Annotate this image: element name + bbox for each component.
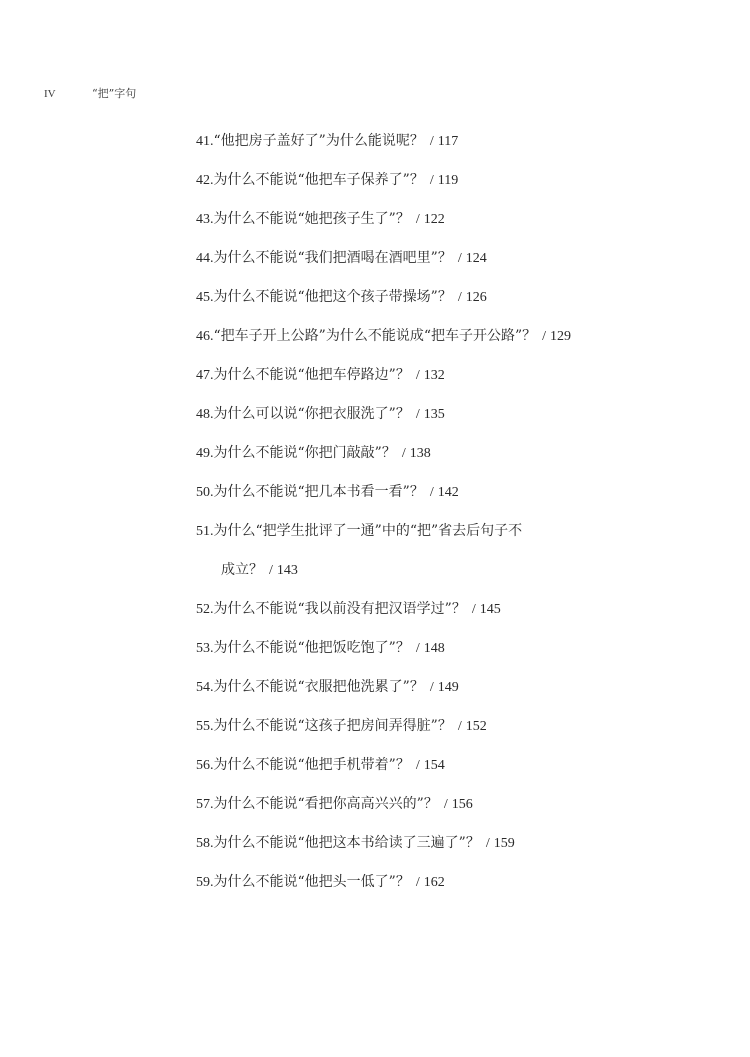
page-number-roman: IV [44,88,56,100]
toc-entry-number: 48. [196,407,214,422]
toc-page-number: 152 [465,719,487,734]
toc-entry[interactable] [196,167,716,206]
toc-page-separator: / [443,797,448,812]
toc-page-separator: / [542,329,547,344]
toc-page-number: 119 [437,173,459,188]
toc-page-separator: / [415,641,420,656]
toc-page-number: 162 [423,875,445,890]
toc-page-separator: / [471,602,476,617]
toc-entry[interactable] [196,830,716,869]
toc-page-separator: / [485,836,490,851]
toc-entry-number: 52. [196,602,214,617]
toc-entry-number: 41. [196,134,214,149]
toc-entry-title: 为什么不能说“你把门敲敲”？ [213,445,396,461]
toc-page-number: 148 [423,641,445,656]
toc-entry-title: 为什么不能说“我以前没有把汉语学过”？ [213,601,466,617]
toc-entry-title: “把车子开上公路”为什么不能说成“把车子开公路”？ [213,328,537,344]
toc-entry[interactable] [196,518,716,557]
toc-entry-title: 为什么不能说“他把这本书给读了三遍了”？ [213,835,480,851]
toc-page-separator: / [415,368,420,383]
toc-page-separator: / [429,134,434,149]
toc-entry-title: 为什么不能说“把几本书看一看”？ [213,484,424,500]
toc-page-number: 145 [479,602,501,617]
toc-page-number: 135 [423,407,445,422]
toc-entry-number: 59. [196,875,214,890]
toc-entry-number: 55. [196,719,214,734]
toc-entry-title: 为什么不能说“我们把酒喝在酒吧里”？ [213,250,452,266]
toc-entry[interactable] [196,362,716,401]
toc-entry-number: 43. [196,212,214,227]
toc-page-number: 142 [437,485,459,500]
toc-entry-title: 为什么“把学生批评了一通”中的“把”省去后句子不 [213,523,523,539]
toc-entry-title-continued: 成立？ [221,562,263,578]
toc-entry-title: 为什么可以说“你把衣服洗了”？ [213,406,410,422]
toc-page-separator: / [415,407,420,422]
toc-entry-title: 为什么不能说“他把车停路边”？ [213,367,410,383]
toc-entry[interactable] [196,713,716,752]
toc-entry-title: 为什么不能说“看把你高高兴兴的”？ [213,796,438,812]
toc-page-number: 122 [423,212,445,227]
toc-entry-number: 47. [196,368,214,383]
toc-page-separator: / [401,446,406,461]
toc-entry-number: 51. [196,524,214,539]
toc-entry-title: 为什么不能说“他把这个孩子带操场”？ [213,289,452,305]
toc-page-separator: / [429,173,434,188]
toc-entry[interactable] [196,596,716,635]
toc-page-number: 159 [493,836,515,851]
toc-entry-number: 46. [196,329,214,344]
toc-entry-number: 54. [196,680,214,695]
toc-page-separator: / [415,875,420,890]
toc-page-number: 132 [423,368,445,383]
toc-entry[interactable] [196,674,716,713]
toc-entry-number: 42. [196,173,214,188]
toc-page-number: 129 [550,329,572,344]
toc-entry-title: “他把房子盖好了”为什么能说呢？ [213,133,424,149]
toc-entry-title: 为什么不能说“他把车子保养了”？ [213,172,424,188]
toc-entry-title: 为什么不能说“他把头一低了”？ [213,874,410,890]
toc-page-separator: / [457,719,462,734]
toc-page-number: 154 [423,758,445,773]
toc-entry[interactable] [196,479,716,518]
toc-page-number: 143 [276,563,298,578]
toc-entry[interactable] [196,752,716,791]
toc-entry[interactable] [196,284,716,323]
toc-page-separator: / [429,485,434,500]
toc-entry[interactable] [196,401,716,440]
toc-page-separator: / [415,212,420,227]
toc-entry-number: 53. [196,641,214,656]
toc-page-number: 138 [409,446,431,461]
toc-page-number: 156 [451,797,473,812]
toc-page-separator: / [429,680,434,695]
toc-page-number: 117 [437,134,459,149]
table-of-contents [196,128,716,908]
toc-entry-title: 为什么不能说“他把手机带着”？ [213,757,410,773]
toc-entry-title: 为什么不能说“这孩子把房间弄得脏”？ [213,718,452,734]
toc-entry[interactable] [196,635,716,674]
toc-page-separator: / [269,563,273,578]
toc-entry-number: 44. [196,251,214,266]
toc-entry-number: 50. [196,485,214,500]
toc-entry-number: 57. [196,797,214,812]
toc-entry-number: 56. [196,758,214,773]
toc-entry[interactable] [196,869,716,908]
toc-entry-number: 45. [196,290,214,305]
toc-page-separator: / [457,251,462,266]
toc-page-number: 124 [465,251,487,266]
section-title: “把”字句 [92,87,137,100]
toc-entry[interactable] [196,791,716,830]
toc-entry[interactable] [196,206,716,245]
toc-entry[interactable] [196,245,716,284]
toc-entry-title: 为什么不能说“衣服把他洗累了”？ [213,679,424,695]
toc-page-number: 149 [437,680,459,695]
toc-page-number: 126 [465,290,487,305]
toc-entry[interactable] [196,323,716,362]
toc-entry-continuation[interactable] [196,557,716,596]
toc-entry[interactable] [196,440,716,479]
toc-entry-title: 为什么不能说“她把孩子生了”？ [213,211,410,227]
toc-entry-title: 为什么不能说“他把饭吃饱了”？ [213,640,410,656]
toc-entry-number: 49. [196,446,214,461]
toc-page-separator: / [457,290,462,305]
toc-page-separator: / [415,758,420,773]
toc-entry-number: 58. [196,836,214,851]
toc-entry[interactable] [196,128,716,167]
